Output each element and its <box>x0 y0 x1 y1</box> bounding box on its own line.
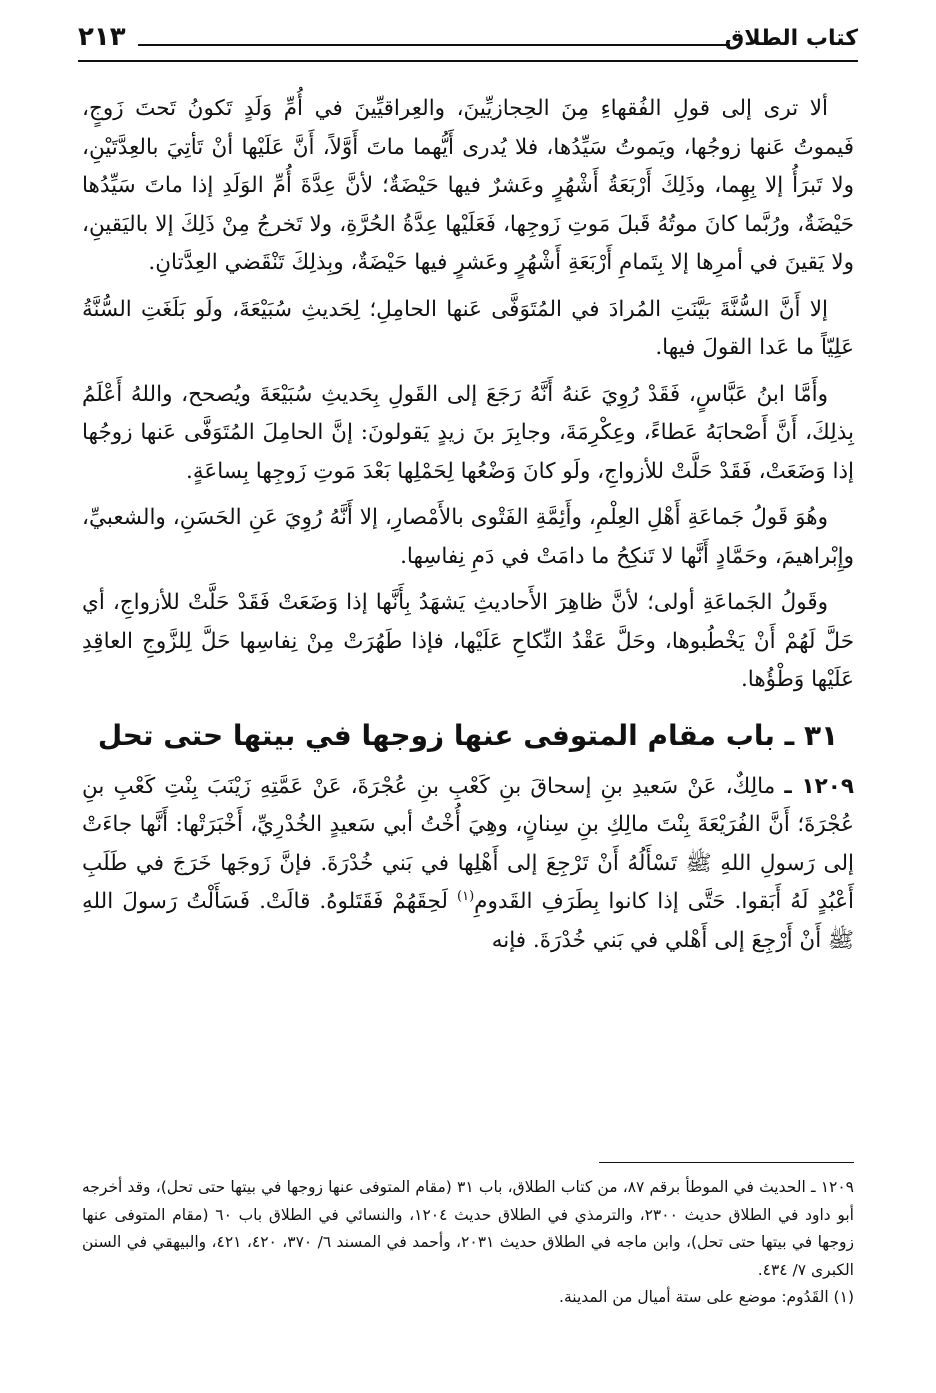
paragraph: وهُوَ قَولُ جَماعَةِ أَهْلِ العِلْمِ، وأَئِمَّةِ الفَتْوى بالأَمْصارِ، إلا أَنَّهُ رُوِيَ عَنِ الحَسَنِ، والشعبيِّ، وإِبْراهيمَ، وحَمَّادٍ أَنَّها لا تَنكِحُ ما دامَتْ في دَمِ نِفاسِها. <box>82 505 854 569</box>
footnote-marker[interactable]: (١) <box>457 888 475 904</box>
footnote-separator <box>599 1162 854 1163</box>
header-rule <box>138 44 730 46</box>
paragraph: وقَولُ الجَماعَةِ أولى؛ لأنَّ ظاهِرَ الأَحاديثِ يَشهَدُ بِأَنَّها إذا وَضَعَتْ فَقَدْ حَلَّتْ للأزواجِ، أي حَلَّ لَهُمْ أَنْ يَخْطُبوها، وحَلَّ عَقْدُ النِّكاحِ عَلَيْها، فإذا طَهُرَتْ مِنْ نِفاسِها حَلَّ لِلزَّوجِ العاقِدِ عَلَيْها وَطْؤُها. <box>82 590 854 692</box>
hadith-text-part-2: لَحِقَهُمْ فَقَتَلوهُ. قالَتْ. فَسَأَلْتُ رَسولَ اللهِ ﷺ أَنْ أَرْجِعَ إلى أَهْلي في بَني خُدْرَةَ. فإنه <box>82 889 854 953</box>
paragraph: إلا أَنَّ السُّنَّةَ بَيَّنَتِ المُرادَ في المُتَوَفَّى عَنها الحامِلِ؛ لِحَديثِ سُبَيْعَةَ، ولَو بَلَغَتِ السُّنَّةُ عَلِيّاً ما عَدا القولَ فيها. <box>82 296 854 360</box>
page-number: ٢١٣ <box>78 22 126 52</box>
paragraph: وأَمَّا ابنُ عَبَّاسٍ، فَقَدْ رُوِيَ عَنهُ أَنَّهُ رَجَعَ إلى القَولِ بِحَديثِ سُبَيْعَةَ ويُصحح، واللهُ أَعْلَمُ بِذلِكَ، أَنَّ أَصْحابَهُ عَطاءً، وعِكْرِمَةَ، وجابِرَ بنَ زيدٍ يَقولونَ: إنَّ الحامِلَ المُتَوَفَّى عَنها زوجُها إذا وَضَعَتْ، فَقَدْ حَلَّتْ للأزواجِ، ولَو كانَ وَضْعُها لِحَمْلِها بَعْدَ مَوتِ زَوجِها بِساعَةٍ. <box>82 381 854 484</box>
running-header <box>78 20 858 62</box>
main-text <box>82 90 854 960</box>
paragraph: ألا ترى إلى قولِ الفُقهاءِ مِنَ الحِجازيِّينَ، والعِراقيِّينَ في أُمِّ وَلَدٍ تَكونُ تَحتَ زَوجٍ، فَيموتُ عَنها زوجُها، ويَموتُ سَيِّدُها، فلا يُدرى أَيُّهما ماتَ أَوَّلاً، أَنَّ عَلَيْها أنْ تَأتِيَ بالعِدَّتَيْنِ، ولا تَبرَأُ إلا بِهِما، وذَلِكَ أَرْبَعَةُ أَشْهُرٍ وعَشرٌ فيها حَيْضَةٌ؛ لأنَّ عِدَّةَ أُمِّ الوَلَدِ إذا ماتَ سَيِّدُها حَيْضَةٌ، ورُبَّما كانَ موتُهُ قَبلَ مَوتِ زَوجِها، فَعَلَيْها عِدَّةُ الحُرَّةِ، ولا تَخرجُ مِنْ ذَلِكَ إلا باليَقينِ، ولا يَقينَ في أمرِها إلا بِتَمامِ أَرْبَعَةِ أَشْهُرٍ وعَشرٍ فيها حَيْضَةٌ، وبِذلِكَ تَنْقَضي العِدَّتانِ. <box>82 96 854 275</box>
hadith-text-part-1: مالِكٌ، عَنْ سَعيدِ بنِ إسحاقَ بنِ كَعْبِ بنِ عُجْرَةَ، عَنْ عَمَّتِهِ زَيْنَبَ بِنْتِ كَعْبِ بنِ عُجْرَةَ؛ أَنَّ الفُرَيْعَةَ بِنْتَ مالِكِ بنِ سِنانٍ، وهِيَ أُخْتُ أبي سَعيدٍ الخُدْرِيِّ، أَخْبَرَتْها: أَنَّها جاءَتْ إلى رَسولِ اللهِ ﷺ تَسْأَلُهُ أَنْ تَرْجِعَ إلى أَهْلِها في بَني خُدْرَةَ. فإنَّ زَوجَها خَرَجَ في طَلَبِ أَعْبُدٍ لَهُ أَبَقوا. حَتَّى إذا كانوا بِطَرَفِ القَدومِ <box>82 773 854 914</box>
footnote-item: ١٢٠٩ ـ الحديث في الموطأ برقم ٨٧، من كتاب الطلاق، باب ٣١ (مقام المتوفى عنها زوجها في بيتها حتى تحل)، وقد أخرجه أبو داود في الطلاق حديث ٢٣٠٠، والترمذي في الطلاق حديث ١٢٠٤، والنسائي في الطلاق باب ٦٠ (مقام المتوفى عنها زوجها في بيتها حتى تحل)، وابن ماجه في الطلاق حديث ٢٠٣١، وأحمد في المسند ٦/ ٣٧٠، ٤٢٠، ٤٢١، والبيهقي في السنن الكبرى ٧/ ٤٣٤. <box>82 1178 854 1279</box>
section-heading: ٣١ ـ باب مقام المتوفى عنها زوجها في بيتها حتى تحل <box>97 718 839 752</box>
header-bottom-rule <box>78 60 858 62</box>
chapter-title: كتاب الطلاق <box>724 26 858 51</box>
footnote-item: (١) القَدُوم: موضع على ستة أميال من المدينة. <box>559 1288 854 1306</box>
footnotes <box>82 1174 854 1312</box>
hadith-text <box>82 768 854 961</box>
hadith-number: ١٢٠٩ ـ <box>784 773 854 799</box>
